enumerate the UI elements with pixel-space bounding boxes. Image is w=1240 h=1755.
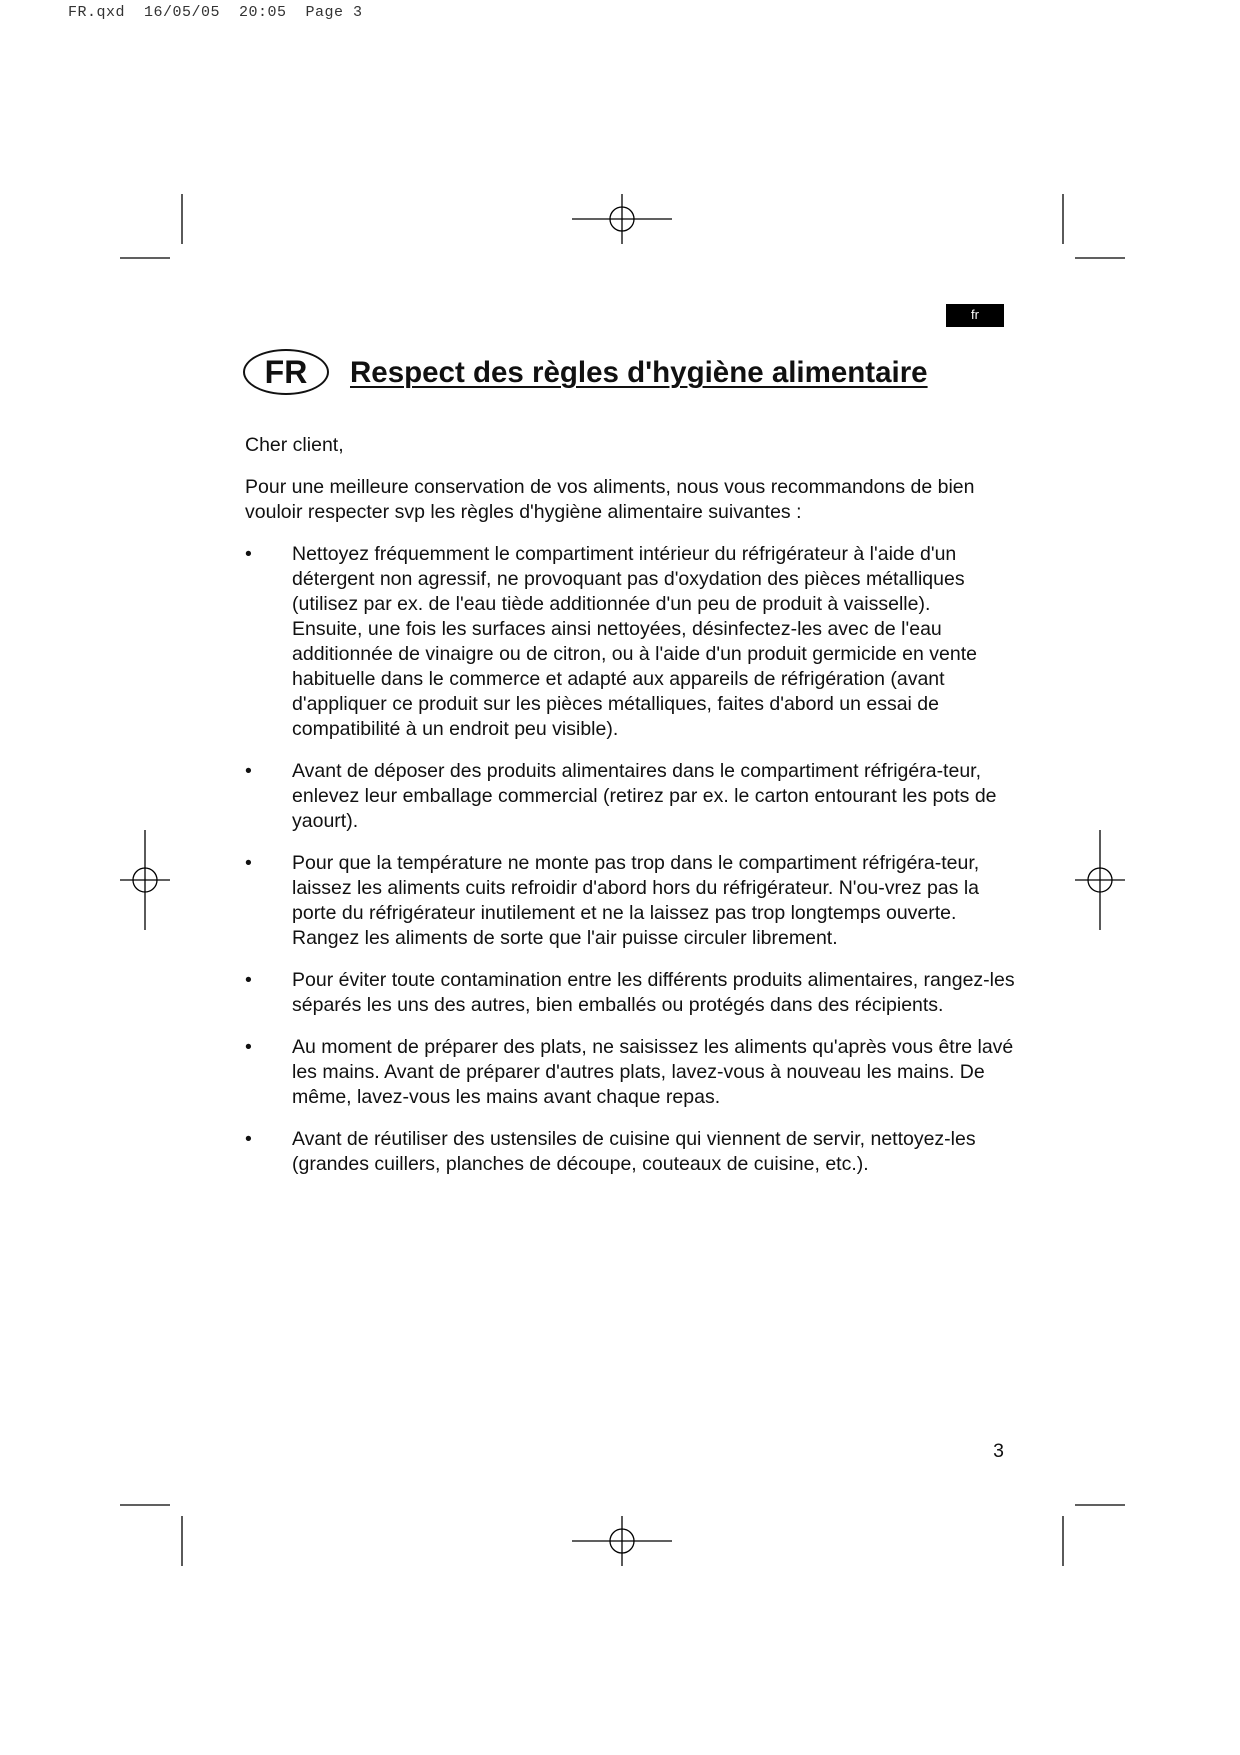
intro-paragraph: Pour une meilleure conservation de vos aliments, nous vous recommandons de bien vouloir respecter svp les règles d'hygiène alimentaire suivantes :: [245, 476, 975, 523]
registration-mark-bottom: [572, 1516, 672, 1566]
bullet-icon: •: [245, 852, 252, 874]
list-item-text: Pour éviter toute contamination entre les différents produits alimentaires, rangez-les séparés les uns des autres, bien emballés ou protégés dans des récipients.: [292, 969, 1015, 1016]
page-title: Respect des règles d'hygiène alimentaire: [350, 356, 928, 389]
list-item: [245, 968, 1015, 1018]
registration-mark-left: [120, 830, 170, 930]
list-item-text: Pour que la température ne monte pas trop dans le compartiment réfrigéra-teur, laissez les aliments cuits refroidir d'abord hors du réfrigérateur. N'ou-vrez pas la porte du réfrigérateur inutilement et ne la laissez pas trop longtemps ouverte.: [292, 852, 980, 924]
hygiene-rules-list: [245, 542, 1015, 1177]
language-badge: FR: [243, 349, 329, 395]
bullet-icon: •: [245, 760, 252, 782]
list-item-text: Rangez les aliments de sorte que l'air puisse circuler librement.: [292, 927, 838, 949]
list-item: [245, 759, 1015, 834]
list-item-text: Avant de déposer des produits alimentaires dans le compartiment réfrigéra-teur, enlevez leur emballage commercial (retirez par ex. le carton entourant les pots de yaourt).: [292, 760, 997, 832]
list-item: [245, 1035, 1015, 1110]
greeting: Cher client,: [245, 434, 344, 456]
language-tab: fr: [946, 304, 1004, 327]
body-text: [245, 433, 1015, 1194]
list-item-text: Au moment de préparer des plats, ne saisissez les aliments qu'après vous être lavé les mains. Avant de préparer d'autres plats, lavez-vous à nouveau les mains. De même, lavez-vous les mains avant chaque repas.: [292, 1036, 1014, 1108]
print-slug: FR.qxd 16/05/05 20:05 Page 3: [68, 4, 363, 21]
bullet-icon: •: [245, 543, 252, 565]
bullet-icon: •: [245, 1128, 252, 1150]
list-item: [245, 851, 1015, 951]
list-item: [245, 1127, 1015, 1177]
registration-mark-top: [572, 194, 672, 244]
list-item-text: Avant de réutiliser des ustensiles de cuisine qui viennent de servir, nettoyez-les (grandes cuillers, planches de découpe, couteaux de cuisine, etc.).: [292, 1128, 976, 1175]
bullet-icon: •: [245, 1036, 252, 1058]
list-item: [245, 542, 1015, 742]
list-item-text: Nettoyez fréquemment le compartiment intérieur du réfrigérateur à l'aide d'un détergent non agressif, ne provoquant pas d'oxydation des pièces métalliques (utilisez par ex. de l'eau tiède additionnée d'un peu de produit à vaisselle).: [292, 543, 965, 615]
page-number: 3: [993, 1440, 1004, 1462]
bullet-icon: •: [245, 969, 252, 991]
registration-mark-right: [1075, 830, 1125, 930]
list-item-text: Ensuite, une fois les surfaces ainsi nettoyées, désinfectez-les avec de l'eau additionnée de vinaigre ou de citron, ou à l'aide d'un produit germicide en vente habituelle dans le commerce et adapté aux appareils de réfrigération (avant d'appliquer ce produit sur les pièces métalliques, faites d'abord un essai de compatibilité à un endroit peu visible).: [292, 618, 977, 740]
